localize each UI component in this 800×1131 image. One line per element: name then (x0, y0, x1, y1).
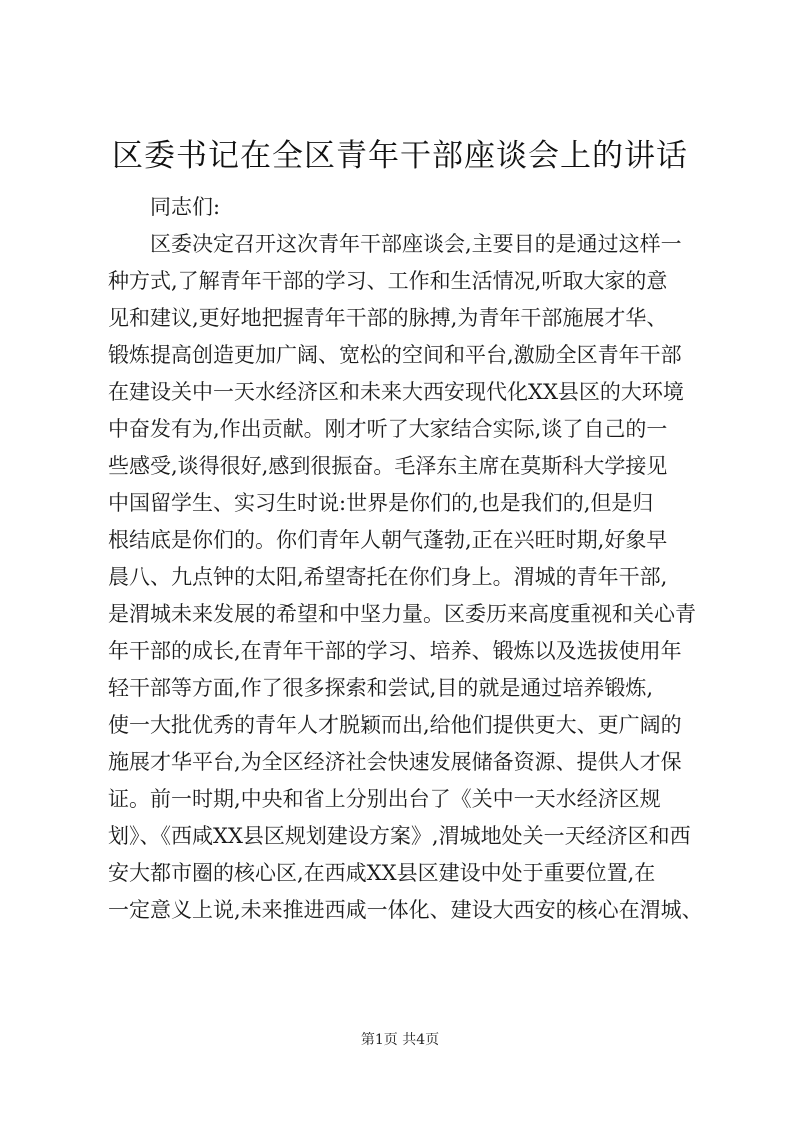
body-line: 在建设关中一天水经济区和未来大西安现代化XX县区的大环境 (108, 380, 684, 404)
body-line: 根结底是你们的。你们青年人朝气蓬勃,正在兴旺时期,好象早 (108, 528, 668, 552)
body-paragraph (108, 226, 703, 929)
body-line: 见和建议,更好地把握青年干部的脉搏,为青年干部施展才华、 (108, 306, 668, 330)
body-line: 些感受,谈得很好,感到很振奋。毛泽东主席在莫斯科大学接见 (108, 454, 668, 478)
body-line: 锻炼提高创造更加广阔、宽松的空间和平台,激励全区青年干部 (108, 343, 682, 367)
body-line: 中奋发有为,作出贡献。刚才听了大家结合实际,谈了自己的一 (108, 417, 668, 441)
body-line: 种方式,了解青年干部的学习、工作和生活情况,听取大家的意 (108, 269, 668, 293)
body-line: 中国留学生、实习生时说:世界是你们的,也是我们的,但是归 (108, 491, 654, 515)
body-line: 使一大批优秀的青年人才脱颖而出,给他们提供更大、更广阔的 (108, 713, 682, 737)
body-line: 年干部的成长,在青年干部的学习、培养、锻炼以及选拔使用年 (108, 639, 682, 663)
body-line: 划》、《西咸XX县区规划建设方案》,渭城地处关一天经济区和西 (108, 824, 691, 848)
body-line: 晨八、九点钟的太阳,希望寄托在你们身上。渭城的青年干部, (108, 565, 668, 589)
body-line: 区委决定召开这次青年干部座谈会,主要目的是通过这样一 (150, 232, 682, 256)
salutation: 同志们: (150, 195, 221, 219)
body-line: 证。前一时期,中央和省上分别出台了《关中一天水经济区规 (108, 787, 661, 811)
document-title: 区委书记在全区青年干部座谈会上的讲话 (112, 138, 688, 174)
body-line: 一定意义上说,未来推进西咸一体化、建设大西安的核心在渭城、 (108, 898, 703, 922)
body-line: 安大都市圈的核心区,在西咸XX县区建设中处于重要位置,在 (108, 861, 656, 885)
body-line: 轻干部等方面,作了很多探索和尝试,目的就是通过培养锻炼, (108, 676, 654, 700)
page-number-footer: 第1页 共4页 (360, 1032, 440, 1048)
body-line: 是渭城未来发展的希望和中坚力量。区委历来高度重视和关心青 (108, 602, 696, 626)
body-line: 施展才华平台,为全区经济社会快速发展储备资源、提供人才保 (108, 750, 682, 774)
